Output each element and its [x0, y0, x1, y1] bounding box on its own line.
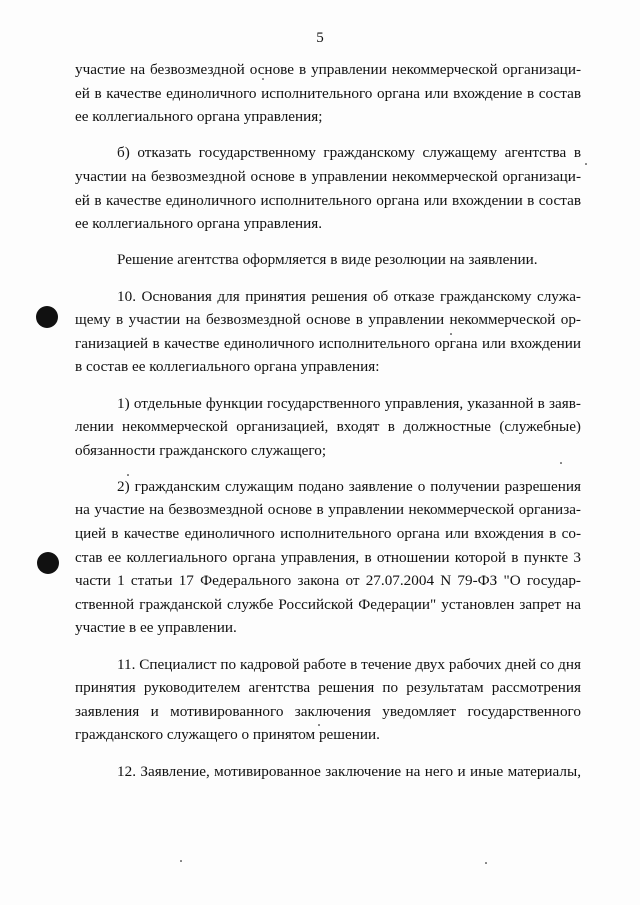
text-line: участие в ее управлении. — [75, 619, 237, 637]
scan-speck — [127, 474, 129, 476]
scan-speck — [318, 724, 320, 726]
text-line: 2) гражданским служащим подано заявление о получении разрешения — [117, 477, 581, 495]
punch-hole-mark — [37, 552, 59, 574]
text-line: лении некоммерческой организацией, входят в должностные (служебные) — [75, 418, 581, 436]
paragraph-item-b — [75, 141, 581, 235]
paragraph-11 — [75, 653, 581, 747]
text-line: став ее коллегиального органа управления, в отношении которой в пункте 3 — [75, 548, 581, 566]
punch-hole-mark — [36, 306, 58, 328]
document-body — [75, 58, 581, 796]
text-line: 1) отдельные функции государственного управления, указанной в заяв- — [117, 394, 581, 412]
text-line: участии на безвозмездной основе в управлении некоммерческой организаци- — [75, 167, 581, 185]
text-line: цией в качестве единоличного исполнительного органа или вхождения в со- — [75, 525, 581, 543]
scan-speck — [262, 78, 264, 80]
text-line: в состав ее коллегиального органа управления: — [75, 358, 380, 376]
text-line: обязанности гражданского служащего; — [75, 441, 327, 459]
text-line: ственной гражданской службе Российской Федерации" установлен запрет на — [75, 595, 581, 613]
scan-speck — [485, 862, 487, 864]
text-line: ей в качестве единоличного исполнительного органа или вхождении в состав — [75, 191, 581, 209]
paragraph-item-2 — [75, 475, 581, 640]
scan-speck — [450, 333, 452, 335]
text-line: на участие на безвозмездной основе в управлении некоммерческой организа- — [75, 501, 581, 519]
paragraph-decision — [75, 248, 581, 272]
text-line: ганизацией в качестве единоличного исполнительного органа или вхождении — [75, 334, 581, 352]
text-line: 11. Специалист по кадровой работе в течение двух рабочих дней со дня — [117, 655, 581, 673]
text-line: б) отказать государственному гражданскому служащему агентства в — [117, 144, 581, 162]
text-line: принятия руководителем агентства решения по результатам рассмотрения — [75, 679, 581, 697]
page-number: 5 — [316, 30, 324, 46]
text-line: 10. Основания для принятия решения об отказе гражданскому служа- — [117, 287, 581, 305]
text-line: заявления и мотивированного заключения уведомляет государственного — [75, 702, 581, 720]
paragraph-item-1 — [75, 392, 581, 463]
text-line: 12. Заявление, мотивированное заключение на него и иные материалы, — [117, 762, 581, 780]
scan-speck — [560, 462, 562, 464]
text-line: Решение агентства оформляется в виде резолюции на заявлении. — [117, 251, 538, 269]
scan-speck — [180, 860, 182, 862]
paragraph-10 — [75, 285, 581, 379]
text-line: ей в качестве единоличного исполнительного органа или вхождение в состав — [75, 84, 581, 102]
text-line: гражданского служащего о принятом решении. — [75, 726, 380, 744]
text-line: участие на безвозмездной основе в управлении некоммерческой организаци- — [75, 61, 581, 78]
paragraph-continuation — [75, 58, 581, 129]
text-line: части 1 статьи 17 Федерального закона от 27.07.2004 N 79-ФЗ "О государ- — [75, 572, 581, 590]
scan-speck — [585, 163, 587, 165]
paragraph-12 — [75, 760, 581, 784]
text-line: ее коллегиального органа управления. — [75, 215, 323, 233]
text-line: ее коллегиального органа управления; — [75, 108, 323, 126]
text-line: щему в участии на безвозмездной основе в управлении некоммерческой ор- — [75, 311, 581, 329]
